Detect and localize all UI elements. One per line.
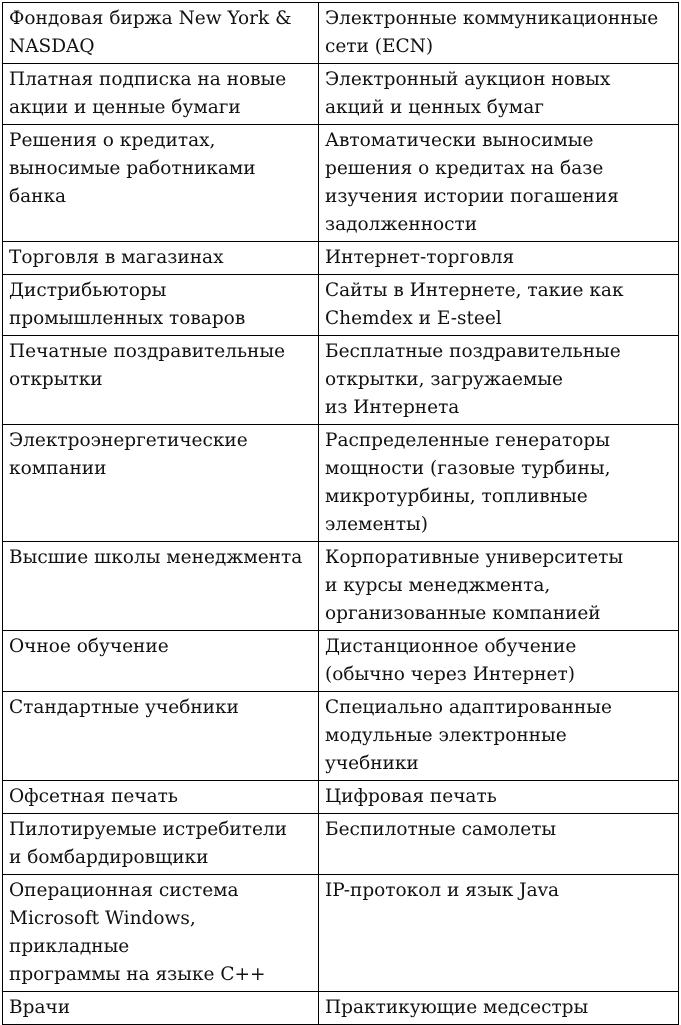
disruptive-cell: Специально адаптированные модульные электронные учебники xyxy=(319,692,679,781)
table-row xyxy=(3,64,679,125)
disruptive-cell: Электронные коммуникационные сети (ECN) xyxy=(319,3,679,64)
table-row xyxy=(3,242,679,275)
traditional-cell: Торговля в магазинах xyxy=(3,242,319,275)
table-row xyxy=(3,425,679,542)
table-row xyxy=(3,875,679,992)
table-row xyxy=(3,125,679,242)
disruptive-cell: Распределенные генераторы мощности (газовые турбины, микротурбины, топливные элементы) xyxy=(319,425,679,542)
traditional-cell: Дистрибьюторы промышленных товаров xyxy=(3,275,319,336)
disruptive-cell: Бесплатные поздравительные открытки, загружаемые из Интернета xyxy=(319,336,679,425)
table-row xyxy=(3,3,679,64)
traditional-cell: Электроэнергетические компании xyxy=(3,425,319,542)
disruptive-cell: Электронный аукцион новых акций и ценных бумаг xyxy=(319,64,679,125)
table-row xyxy=(3,542,679,631)
disruptive-cell: Цифровая печать xyxy=(319,781,679,814)
traditional-cell: Фондовая биржа New York & NASDAQ xyxy=(3,3,319,64)
table-row xyxy=(3,275,679,336)
disruptive-cell: Беспилотные самолеты xyxy=(319,814,679,875)
traditional-cell: Врачи xyxy=(3,992,319,1025)
disruptive-cell: Дистанционное обучение (обычно через Интернет) xyxy=(319,631,679,692)
traditional-cell: Печатные поздравительные открытки xyxy=(3,336,319,425)
disruptive-cell: Корпоративные университеты и курсы менеджмента, организованные компанией xyxy=(319,542,679,631)
table-row xyxy=(3,992,679,1025)
table-row xyxy=(3,781,679,814)
traditional-cell: Платная подписка на новые акции и ценные бумаги xyxy=(3,64,319,125)
table-body xyxy=(3,3,679,1025)
disruptive-cell: IP-протокол и язык Java xyxy=(319,875,679,992)
traditional-cell: Стандартные учебники xyxy=(3,692,319,781)
comparison-table xyxy=(2,2,679,1025)
table-row xyxy=(3,631,679,692)
table-row xyxy=(3,814,679,875)
disruptive-cell: Сайты в Интернете, такие как Chemdex и E-steel xyxy=(319,275,679,336)
disruptive-cell: Интернет-торговля xyxy=(319,242,679,275)
traditional-cell: Решения о кредитах, выносимые работниками банка xyxy=(3,125,319,242)
traditional-cell: Очное обучение xyxy=(3,631,319,692)
table-row xyxy=(3,336,679,425)
traditional-cell: Офсетная печать xyxy=(3,781,319,814)
traditional-cell: Пилотируемые истребители и бомбардировщики xyxy=(3,814,319,875)
disruptive-cell: Практикующие медсестры xyxy=(319,992,679,1025)
traditional-cell: Высшие школы менеджмента xyxy=(3,542,319,631)
disruptive-cell: Автоматически выносимые решения о кредитах на базе изучения истории погашения задолженности xyxy=(319,125,679,242)
traditional-cell: Операционная система Microsoft Windows, прикладные программы на языке С++ xyxy=(3,875,319,992)
table-row xyxy=(3,692,679,781)
